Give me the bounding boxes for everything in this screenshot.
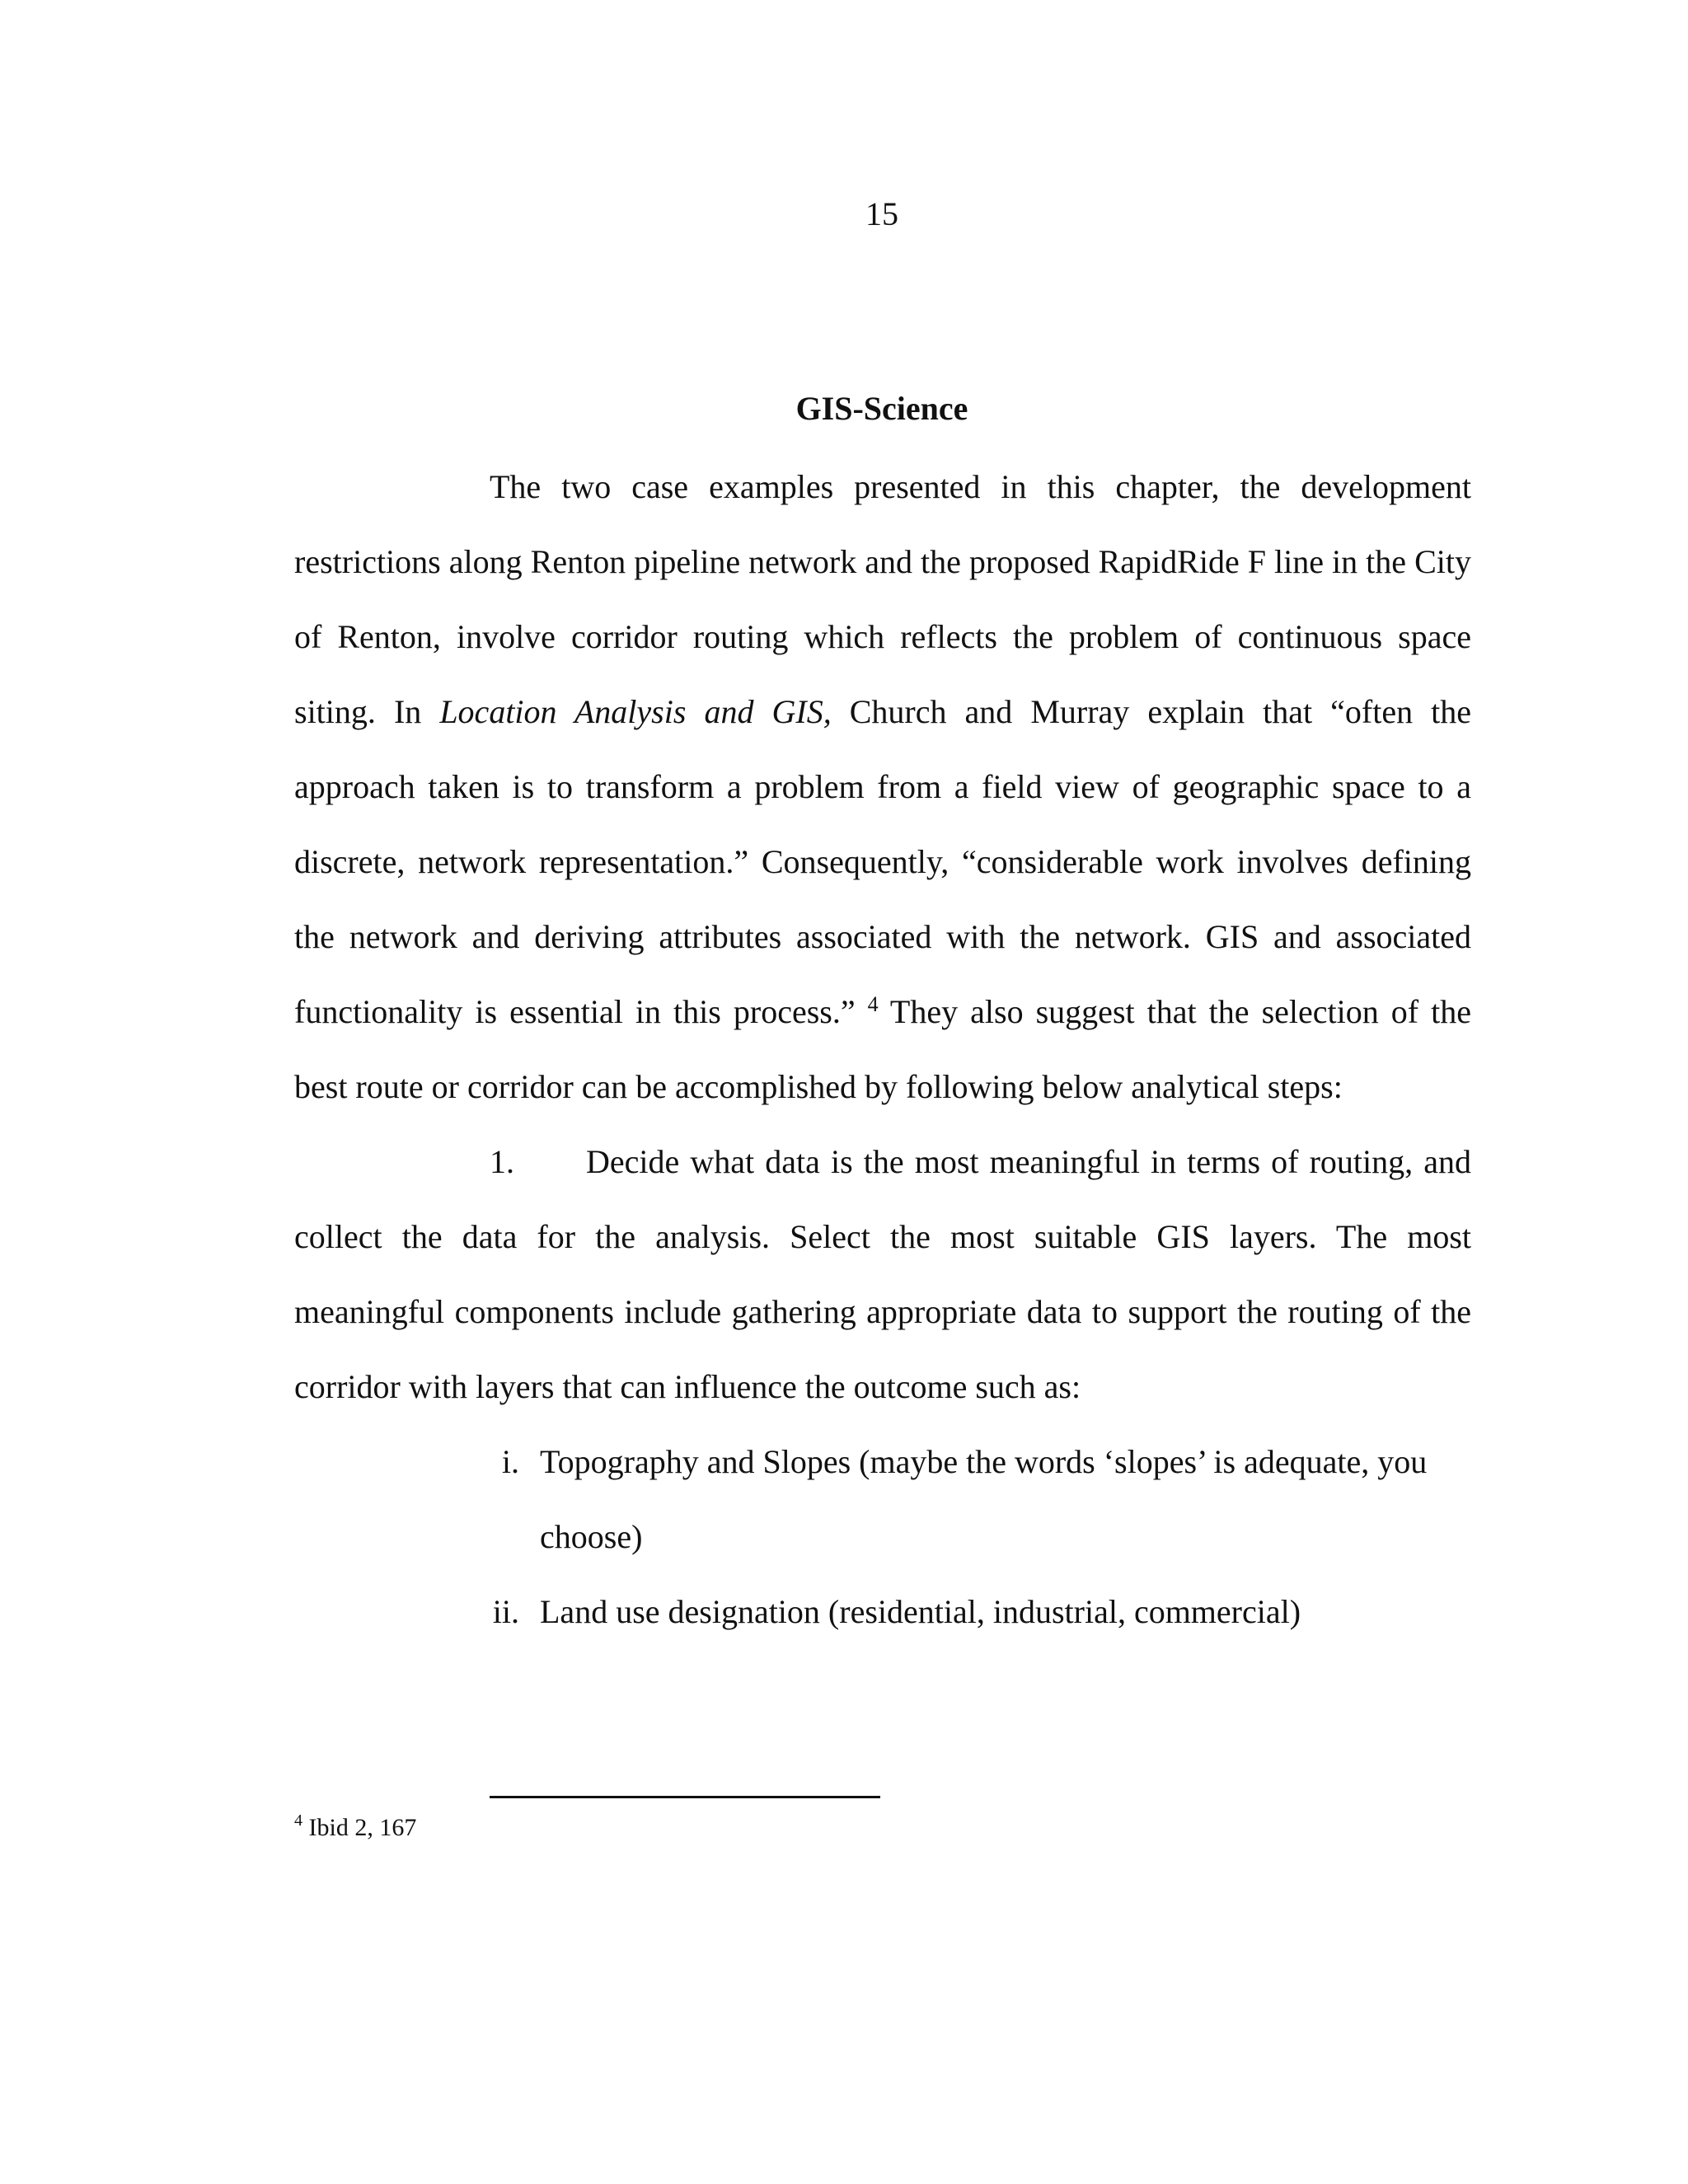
list-item: [486, 1424, 1471, 1574]
list-item-text: Land use designation (residential, industrial, commercial): [540, 1593, 1301, 1630]
page-number: 15: [865, 195, 898, 232]
list-marker: i.: [501, 1443, 519, 1480]
layer-sublist: [486, 1424, 1471, 1649]
footnote-number: 4: [294, 1811, 302, 1830]
footnote-text: Ibid 2, 167: [302, 1814, 417, 1841]
book-title: Location Analysis and GIS,: [439, 693, 832, 730]
list-item: [486, 1574, 1471, 1649]
footnote-reference: 4: [867, 992, 879, 1016]
intro-text-part1: The two case examples presented in this chapter, the development restrictions along Renton pipeline network and the proposed RapidRide F line in the City of Renton, involve corridor routing which reflects the problem of continuous space siting. In: [294, 468, 1471, 730]
intro-paragraph: [294, 449, 1471, 1124]
section-heading: GIS-Science: [795, 390, 968, 427]
step-1-number: 1.: [490, 1143, 514, 1180]
intro-text-part2: Church and Murray explain that “often the approach taken is to transform a problem from a field view of geographic space to a discrete, network representation.” Consequently, “considerable work involves defining the network and deriving attributes associated with the network. GIS and associated functionality is essential in this process.”: [294, 693, 1471, 1030]
list-item-text: Topography and Slopes (maybe the words ‘slopes’ is adequate, you choose): [540, 1443, 1428, 1555]
intro-text-part3: They also suggest that the selection of the best route or corridor can be accomplished by following below analytical steps:: [294, 993, 1471, 1105]
step-1-text: Decide what data is the most meaningful in terms of routing, and collect the data for the analysis. Select the most suitable GIS layers. The most meaningful components include gathering appropriate data to support the routing of the corridor with layers that can influence the outcome such as:: [294, 1143, 1471, 1405]
footnote-separator: [490, 1796, 880, 1798]
list-marker: ii.: [492, 1593, 519, 1630]
step-1-paragraph: [294, 1124, 1471, 1424]
footnote: [294, 1813, 416, 1843]
